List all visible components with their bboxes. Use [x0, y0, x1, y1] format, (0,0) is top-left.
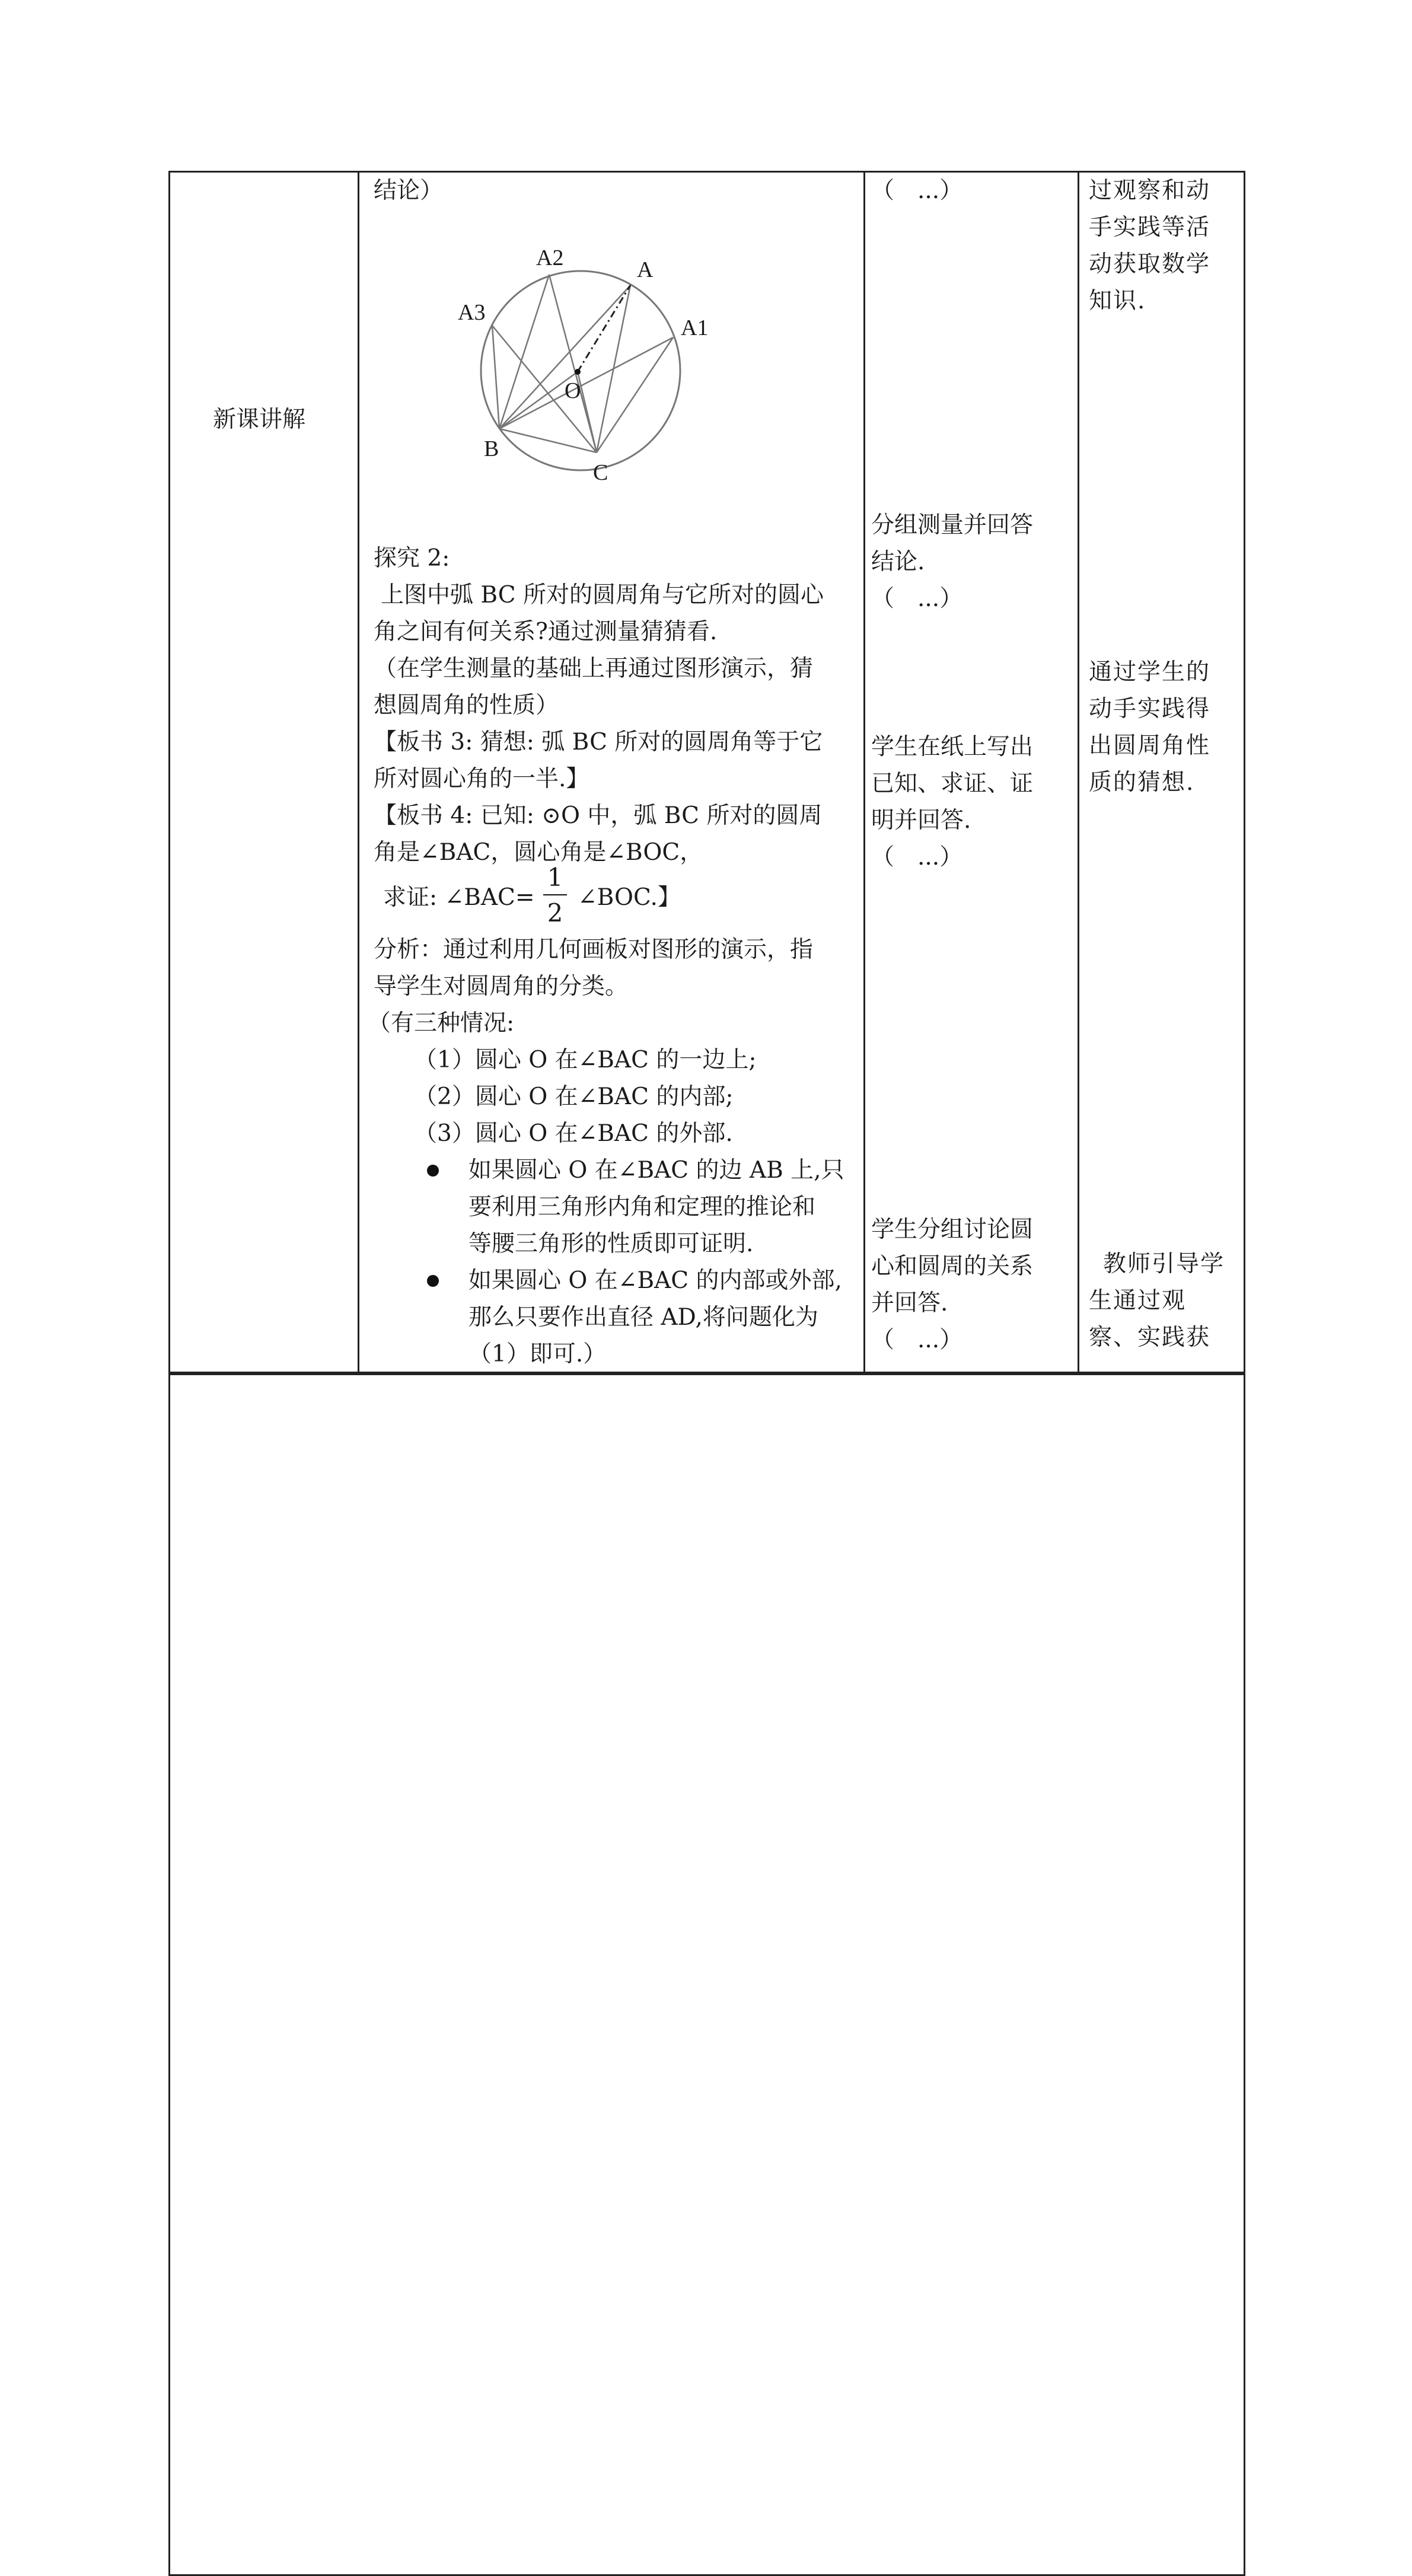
board4-line-1: 【板书 4: 已知: ⊙O 中，弧 BC 所对的圆周: [374, 802, 823, 829]
label-a3: A3: [458, 300, 486, 325]
label-c: C: [593, 460, 608, 485]
purpose-2-line-2: 动手实践得: [1089, 696, 1211, 722]
student-note-3-line-4: （ ...）: [871, 844, 963, 871]
bullet1-line-3: 等腰三角形的性质即可证明.: [468, 1230, 754, 1257]
purpose-2-line-4: 质的猜想.: [1089, 769, 1195, 796]
case-2: （2）圆心 O 在∠BAC 的内部;: [414, 1083, 734, 1110]
case-1: （1）圆心 O 在∠BAC 的一边上;: [414, 1047, 757, 1073]
board4-line-2: 角是∠BAC，圆心角是∠BOC，: [374, 839, 703, 866]
label-a1: A1: [681, 315, 709, 340]
explore2-question-1: 上图中弧 BC 所对的圆周角与它所对的圆心: [381, 582, 824, 608]
student-note-2-line-1: 分组测量并回答: [871, 512, 1034, 538]
purpose-3-line-1: 教师引导学: [1103, 1251, 1225, 1277]
explore2-title: 探究 2:: [374, 545, 450, 572]
content-column: [359, 173, 863, 1372]
board3-line-2: 所对圆心角的一半.】: [374, 766, 589, 792]
student-note-2-line-3: （ ...）: [871, 585, 963, 612]
inscribed-angles-figure: [448, 238, 769, 511]
student-note-3-line-3: 明并回答.: [871, 807, 971, 834]
demo-line-2: 想圆周角的性质）: [374, 692, 559, 719]
analysis-line-2: 导学生对圆周角的分类。: [374, 973, 629, 1000]
bullet-dot: [427, 1165, 439, 1177]
student-column: [865, 173, 1078, 1372]
demo-line-1: （在学生测量的基础上再通过图形演示，猜: [374, 655, 814, 682]
student-note-4-line-3: 并回答.: [871, 1290, 948, 1316]
bullet1-line-1: 如果圆心 O 在∠BAC 的边 AB 上,只: [468, 1157, 844, 1184]
lesson-table: [168, 171, 1245, 1373]
bullet2-line-2: 那么只要作出直径 AD,将问题化为: [468, 1304, 818, 1331]
cases-intro: （有三种情况:: [368, 1010, 515, 1037]
diameter-dashed: [578, 285, 630, 372]
case-3: （3）圆心 O 在∠BAC 的外部.: [414, 1120, 733, 1147]
chord-a2b: [499, 275, 549, 429]
fraction-numerator: 1: [547, 863, 563, 892]
purpose-2-line-1: 通过学生的: [1089, 659, 1211, 686]
student-note-3-line-1: 学生在纸上写出: [871, 734, 1034, 760]
purpose-1-line-2: 手实践等活: [1089, 214, 1211, 241]
purpose-column: [1079, 173, 1245, 1372]
section-label: 新课讲解: [213, 406, 306, 433]
explore2-question-2: 角之间有何关系?通过测量猜猜看.: [374, 619, 718, 645]
purpose-2-line-3: 出圆周角性: [1089, 732, 1211, 759]
label-b: B: [484, 436, 499, 461]
label-a: A: [637, 257, 654, 282]
bullet2-line-1: 如果圆心 O 在∠BAC 的内部或外部,: [468, 1267, 842, 1294]
bullet-dot: [427, 1275, 439, 1287]
chord-a2c: [549, 275, 597, 452]
label-o: O: [565, 378, 581, 403]
student-note-1: （ ...）: [871, 177, 963, 204]
center-dot: [575, 369, 581, 375]
prove-prefix: 求证: ∠BAC=: [383, 884, 535, 911]
student-note-4-line-2: 心和圆周的关系: [871, 1253, 1034, 1280]
table-continuation: [168, 1373, 1245, 2576]
student-note-4-line-4: （ ...）: [871, 1327, 963, 1353]
board3-line-1: 【板书 3: 猜想: 弧 BC 所对的圆周角等于它: [374, 729, 823, 755]
conclusion-line: 结论）: [374, 177, 444, 204]
fraction-bar: [543, 894, 567, 895]
label-a2: A2: [536, 246, 564, 270]
fraction-denominator: 2: [547, 898, 563, 927]
purpose-3-line-3: 察、实践获: [1089, 1324, 1211, 1351]
bullet1-line-2: 要利用三角形内角和定理的推论和: [468, 1194, 816, 1220]
purpose-1-line-4: 知识.: [1089, 288, 1146, 314]
section-column: [170, 173, 358, 1372]
student-note-4-line-1: 学生分组讨论圆: [871, 1216, 1034, 1243]
purpose-1-line-1: 过观察和动: [1089, 177, 1211, 204]
student-note-2-line-2: 结论.: [871, 549, 925, 575]
purpose-3-line-2: 生通过观: [1089, 1287, 1187, 1314]
purpose-1-line-3: 动获取数学: [1089, 251, 1211, 278]
chord-a3b: [492, 326, 499, 429]
bullet2-line-3: （1）即可.）: [468, 1341, 607, 1367]
chord-bc: [499, 429, 597, 452]
analysis-line-1: 分析：通过利用几何画板对图形的演示，指: [374, 936, 814, 963]
prove-suffix: ∠BOC.】: [578, 884, 681, 911]
student-note-3-line-2: 已知、求证、证: [871, 770, 1034, 797]
